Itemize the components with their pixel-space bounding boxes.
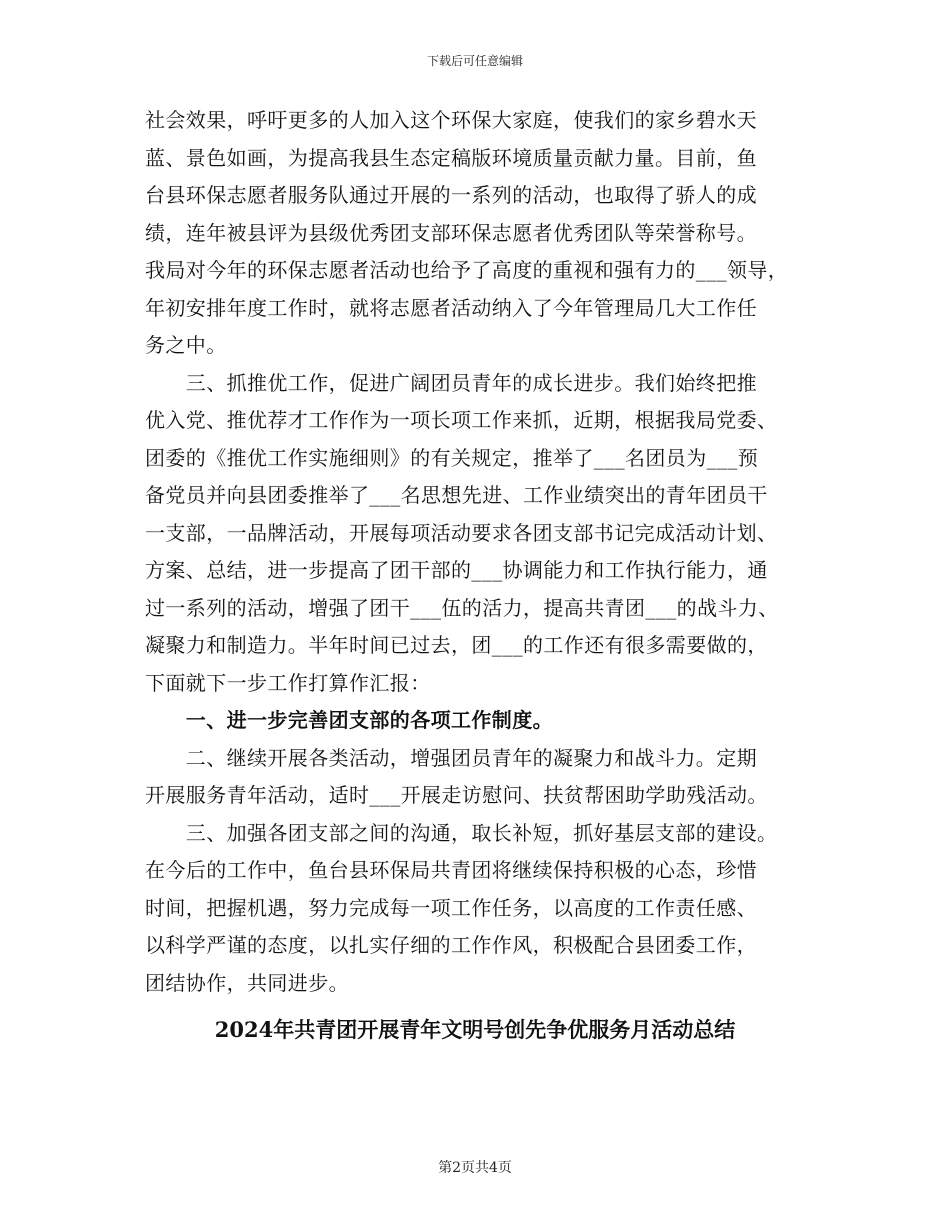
body-line: 绩，连年被县评为县级优秀团支部环保志愿者优秀团队等荣誉称号。: [145, 220, 757, 245]
body-line: 下面就下一步工作打算作汇报：: [145, 670, 431, 695]
body-line: 年初安排年度工作时，就将志愿者活动纳入了今年管理局几大工作任: [145, 295, 757, 320]
page-number: 第2页共4页: [438, 1160, 512, 1176]
body-line: 优入党、推优荐才工作作为一项长项工作来抓，近期，根据我局党委、: [145, 408, 778, 432]
body-line: 三、加强各团支部之间的沟通，取长补短，抓好基层支部的建设。: [145, 820, 778, 845]
body-line: 团委的《推优工作实施细则》的有关规定，推举了___名团员为___预: [145, 445, 759, 470]
document-body: [145, 102, 825, 1002]
body-line: 以科学严谨的态度，以扎实仔细的工作作风，积极配合县团委工作，: [145, 933, 757, 957]
body-line: 社会效果，呼吁更多的人加入这个环保大家庭，使我们的家乡碧水天: [145, 108, 757, 132]
body-line: 方案、总结，进一步提高了团干部的___协调能力和工作执行能力，通: [145, 558, 768, 582]
body-line: 我局对今年的环保志愿者活动也给予了高度的重视和强有力的___领导，: [145, 258, 789, 282]
body-line: 三、抓推优工作，促进广阔团员青年的成长进步。我们始终把推: [145, 370, 757, 395]
body-line: 二、继续开展各类活动，增强团员青年的凝聚力和战斗力。定期: [145, 745, 757, 770]
body-line: 时间，把握机遇，努力完成每一项工作任务，以高度的工作责任感、: [145, 895, 757, 920]
page-header-note: 下载后可任意编辑: [426, 54, 523, 68]
body-line: 台县环保志愿者服务队通过开展的一系列的活动，也取得了骄人的成: [145, 183, 757, 207]
body-line: 在今后的工作中，鱼台县环保局共青团将继续保持积极的心态，珍惜: [145, 858, 757, 882]
body-line: 团结协作，共同进步。: [145, 970, 349, 995]
body-line: 开展服务青年活动，适时___开展走访慰问、扶贫帮困助学助残活动。: [145, 783, 768, 807]
body-line: 过一系列的活动，增强了团干___伍的活力，提高共青团___的战斗力、: [145, 595, 779, 620]
body-line: 蓝、景色如画，为提高我县生态定稿版环境质量贡献力量。目前，鱼: [145, 145, 757, 170]
body-line: 务之中。: [145, 333, 227, 357]
body-line: 凝聚力和制造力。半年时间已过去，团___的工作还有很多需要做的，: [145, 633, 768, 657]
section-heading: 一、进一步完善团支部的各项工作制度。: [145, 708, 553, 732]
body-line: 一支部，一品牌活动，开展每项活动要求各团支部书记完成活动计划、: [145, 520, 778, 545]
document-title: 2024年共青团开展青年文明号创先争优服务月活动总结: [214, 1017, 736, 1042]
body-line: 备党员并向县团委推举了___名思想先进、工作业绩突出的青年团员干: [145, 483, 768, 507]
